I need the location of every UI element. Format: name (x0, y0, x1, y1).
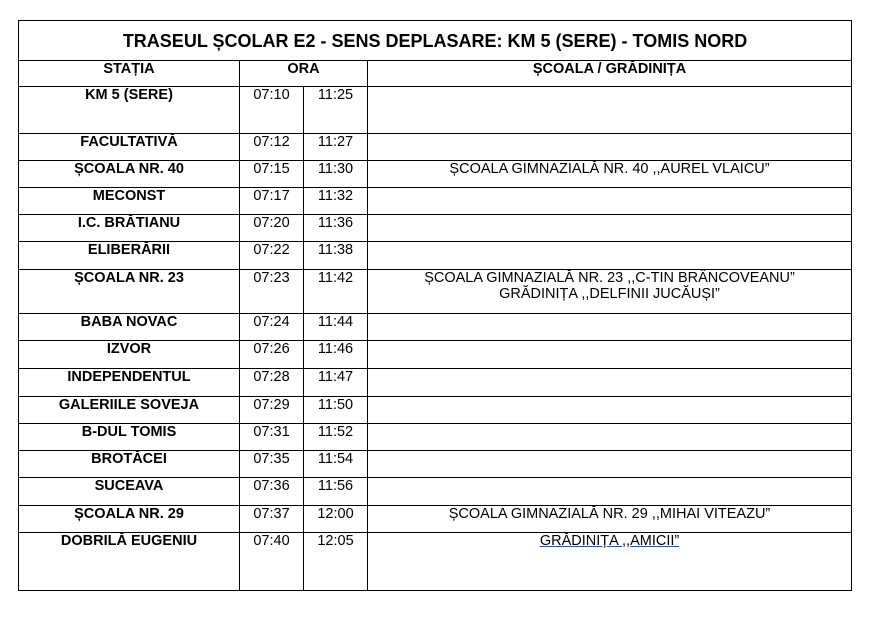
morning-time: 07:22 (240, 242, 304, 270)
school-cell (368, 424, 852, 451)
station-name: ELIBERĂRII (19, 242, 240, 270)
station-name: BROTĂCEI (19, 451, 240, 478)
morning-time: 07:23 (240, 270, 304, 314)
table-row (19, 451, 852, 478)
school-cell (368, 397, 852, 424)
school-name: GRĂDINIȚA ,,AMICII” (539, 533, 680, 549)
table-row (19, 161, 852, 188)
station-name: I.C. BRĂTIANU (19, 215, 240, 242)
table-row (19, 134, 852, 161)
route-table (18, 20, 852, 591)
midday-time: 11:32 (304, 188, 368, 215)
table-row (19, 341, 852, 369)
morning-time: 07:12 (240, 134, 304, 161)
school-cell (368, 533, 852, 591)
midday-time: 11:42 (304, 270, 368, 314)
midday-time: 12:00 (304, 506, 368, 533)
midday-time: 11:47 (304, 369, 368, 397)
school-cell (368, 451, 852, 478)
table-row (19, 270, 852, 314)
school-cell (368, 215, 852, 242)
table-row (19, 314, 852, 341)
morning-time: 07:24 (240, 314, 304, 341)
school-name: ȘCOALA GIMNAZIALĂ NR. 29 ,,MIHAI VITEAZU” (448, 506, 771, 522)
morning-time: 07:31 (240, 424, 304, 451)
station-name: BABA NOVAC (19, 314, 240, 341)
school-cell (368, 314, 852, 341)
school-cell (368, 506, 852, 533)
morning-time: 07:17 (240, 188, 304, 215)
table-row (19, 424, 852, 451)
morning-time: 07:20 (240, 215, 304, 242)
header-station: STAȚIA (19, 61, 240, 87)
table-row (19, 478, 852, 506)
school-cell (368, 134, 852, 161)
school-cell (368, 341, 852, 369)
midday-time: 11:38 (304, 242, 368, 270)
morning-time: 07:28 (240, 369, 304, 397)
table-row (19, 397, 852, 424)
midday-time: 11:54 (304, 451, 368, 478)
header-school: ȘCOALA / GRĂDINIȚA (368, 61, 852, 87)
station-name: B-DUL TOMIS (19, 424, 240, 451)
table-row (19, 215, 852, 242)
midday-time: 11:30 (304, 161, 368, 188)
header-time: ORA (240, 61, 368, 87)
station-name: ȘCOALA NR. 40 (19, 161, 240, 188)
morning-time: 07:35 (240, 451, 304, 478)
morning-time: 07:26 (240, 341, 304, 369)
morning-time: 07:40 (240, 533, 304, 591)
morning-time: 07:15 (240, 161, 304, 188)
station-name: SUCEAVA (19, 478, 240, 506)
morning-time: 07:36 (240, 478, 304, 506)
school-cell (368, 188, 852, 215)
school-cell (368, 161, 852, 188)
station-name: GALERIILE SOVEJA (19, 397, 240, 424)
morning-time: 07:29 (240, 397, 304, 424)
table-row (19, 87, 852, 134)
midday-time: 11:36 (304, 215, 368, 242)
station-name: IZVOR (19, 341, 240, 369)
station-name: MECONST (19, 188, 240, 215)
school-cell (368, 369, 852, 397)
school-name: ȘCOALA GIMNAZIALĂ NR. 23 ,,C-TIN BRÂNCOVEANU” (424, 270, 795, 286)
midday-time: 11:46 (304, 341, 368, 369)
school-name: GRĂDINIȚA ,,DELFINII JUCĂUȘI” (499, 286, 720, 302)
station-name: ȘCOALA NR. 23 (19, 270, 240, 314)
station-name: DOBRILĂ EUGENIU (19, 533, 240, 591)
table-row (19, 242, 852, 270)
school-cell (368, 270, 852, 314)
school-cell (368, 87, 852, 134)
table-title: TRASEUL ȘCOLAR E2 - SENS DEPLASARE: KM 5 (SERE) - TOMIS NORD (19, 21, 852, 61)
table-row (19, 533, 852, 591)
table-row (19, 188, 852, 215)
table-row (19, 506, 852, 533)
midday-time: 11:27 (304, 134, 368, 161)
midday-time: 11:52 (304, 424, 368, 451)
midday-time: 11:56 (304, 478, 368, 506)
school-cell (368, 242, 852, 270)
school-cell (368, 478, 852, 506)
station-name: ȘCOALA NR. 29 (19, 506, 240, 533)
station-name: FACULTATIVĂ (19, 134, 240, 161)
station-name: KM 5 (SERE) (19, 87, 240, 134)
school-name: ȘCOALA GIMNAZIALĂ NR. 40 ,,AUREL VLAICU” (449, 161, 770, 177)
midday-time: 12:05 (304, 533, 368, 591)
midday-time: 11:25 (304, 87, 368, 134)
midday-time: 11:44 (304, 314, 368, 341)
route-rows (19, 87, 852, 591)
morning-time: 07:37 (240, 506, 304, 533)
morning-time: 07:10 (240, 87, 304, 134)
midday-time: 11:50 (304, 397, 368, 424)
table-row (19, 369, 852, 397)
station-name: INDEPENDENTUL (19, 369, 240, 397)
